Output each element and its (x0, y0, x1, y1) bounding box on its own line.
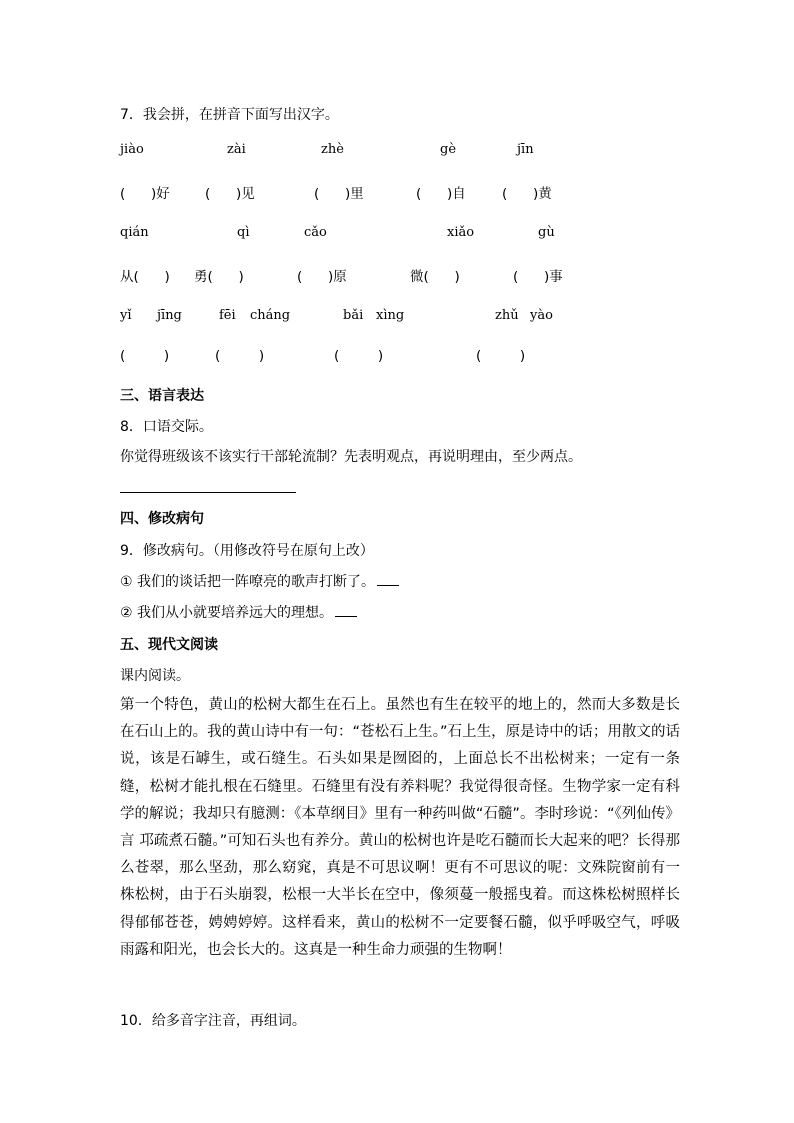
q7-title: 7．我会拼，在拼音下面写出汉字。 (120, 107, 339, 123)
section-heading-sentence-fix: 四、修改病句 (120, 511, 204, 527)
pinyin-qian: qián (120, 225, 149, 240)
pinyin-fei: fēi (219, 308, 236, 323)
pinyin-gu: gù (538, 225, 555, 240)
pinyin-ge: gè (440, 142, 457, 157)
answer-blank[interactable]: 微( ) (410, 269, 460, 285)
q8-text: 你觉得班级该不该实行干部轮流制？先表明观点，再说明理由，至少两点。 (120, 449, 582, 465)
answer-blank[interactable]: 勇( ) (194, 269, 244, 285)
q8-title: 8．口语交际。 (120, 419, 213, 435)
pinyin-jiao: jiào (120, 142, 144, 157)
answer-line[interactable] (120, 492, 296, 493)
pinyin-bai: bǎi (343, 308, 364, 323)
answer-blank[interactable]: ( ) (120, 348, 170, 364)
pinyin-zhu: zhǔ (495, 308, 519, 323)
pinyin-yao: yào (530, 308, 553, 323)
answer-blank[interactable]: 从( ) (120, 269, 170, 285)
answer-blank[interactable]: ( )好 (120, 186, 170, 202)
answer-blank[interactable]: ( ) (334, 348, 384, 364)
pinyin-cao: cǎo (304, 225, 327, 240)
pinyin-jin: jīn (517, 142, 534, 157)
q9-item-1 (120, 571, 399, 591)
answer-blank[interactable]: ( )见 (205, 186, 255, 202)
q9-item-1-text: ① 我们的谈话把一阵嘹亮的歌声打断了。 (120, 574, 375, 590)
answer-blank[interactable]: ( )自 (416, 186, 466, 202)
answer-blank[interactable]: ( ) (215, 348, 265, 364)
pinyin-xiao: xiǎo (447, 225, 475, 240)
answer-blank[interactable]: ( )里 (314, 186, 364, 202)
answer-blank[interactable]: ( )原 (297, 269, 347, 285)
q9-title: 9．修改病句。（用修改符号在原句上改） (120, 543, 374, 559)
answer-blank[interactable]: ( ) (476, 348, 526, 364)
pinyin-chang: cháng (250, 308, 291, 323)
pinyin-zai: zài (227, 142, 246, 157)
pinyin-qi: qì (237, 225, 250, 240)
pinyin-jing: jīng (157, 308, 182, 323)
reading-intro: 课内阅读。 (120, 668, 190, 684)
answer-blank[interactable] (377, 573, 399, 586)
reading-passage: 第一个特色，黄山的松树大都生在石上。虽然也有生在较平的地上的，然而大多数是长在石山上的。我的黄山诗中有一句：“苍松石上生。”石上生，原是诗中的话；用散文的话说，该是石罅生，或石缝生。石头如果是囫囵的，上面总长不出松树来；一定有一条缝，松树才能扎根在石缝里。石缝里有没有养料呢？我觉得很奇怪。生物学家一定有科学的解说；我却只有臆测：《本草纲目》里有一种药叫做“石髓”。李时珍说：“《列仙传》言 邛疏煮石髓。”可知石头也有养分。黄山的松树也许是吃石髓而长大起来的吧？长得那么苍翠，那么坚劲，那么窈窕，真是不可思议啊！更有不可思议的呢：文殊院窗前有一株松树，由于石头崩裂，松根一大半长在空中，像须蔓一般摇曳着。而这株松树照样长得郁郁苍苍，娉娉婷婷。这样看来，黄山的松树不一定要餐石髓，似乎呼吸空气，呼吸雨露和阳光，也会长大的。这真是一种生命力顽强的生物啊！ (120, 697, 680, 958)
answer-blank[interactable]: ( )事 (513, 269, 563, 285)
q9-item-2-text: ② 我们从小就要培养远大的理想。 (120, 605, 334, 621)
pinyin-xing: xìng (376, 308, 405, 323)
q10-title: 10．给多音字注音，再组词。 (120, 1013, 306, 1029)
pinyin-yi: yǐ (120, 308, 132, 323)
section-heading-reading: 五、现代文阅读 (120, 637, 218, 653)
answer-blank[interactable]: ( )黄 (502, 186, 552, 202)
q9-item-2 (120, 602, 357, 622)
section-heading-language: 三、语言表达 (120, 388, 204, 404)
pinyin-zhe: zhè (321, 142, 344, 157)
answer-blank[interactable] (335, 604, 357, 617)
